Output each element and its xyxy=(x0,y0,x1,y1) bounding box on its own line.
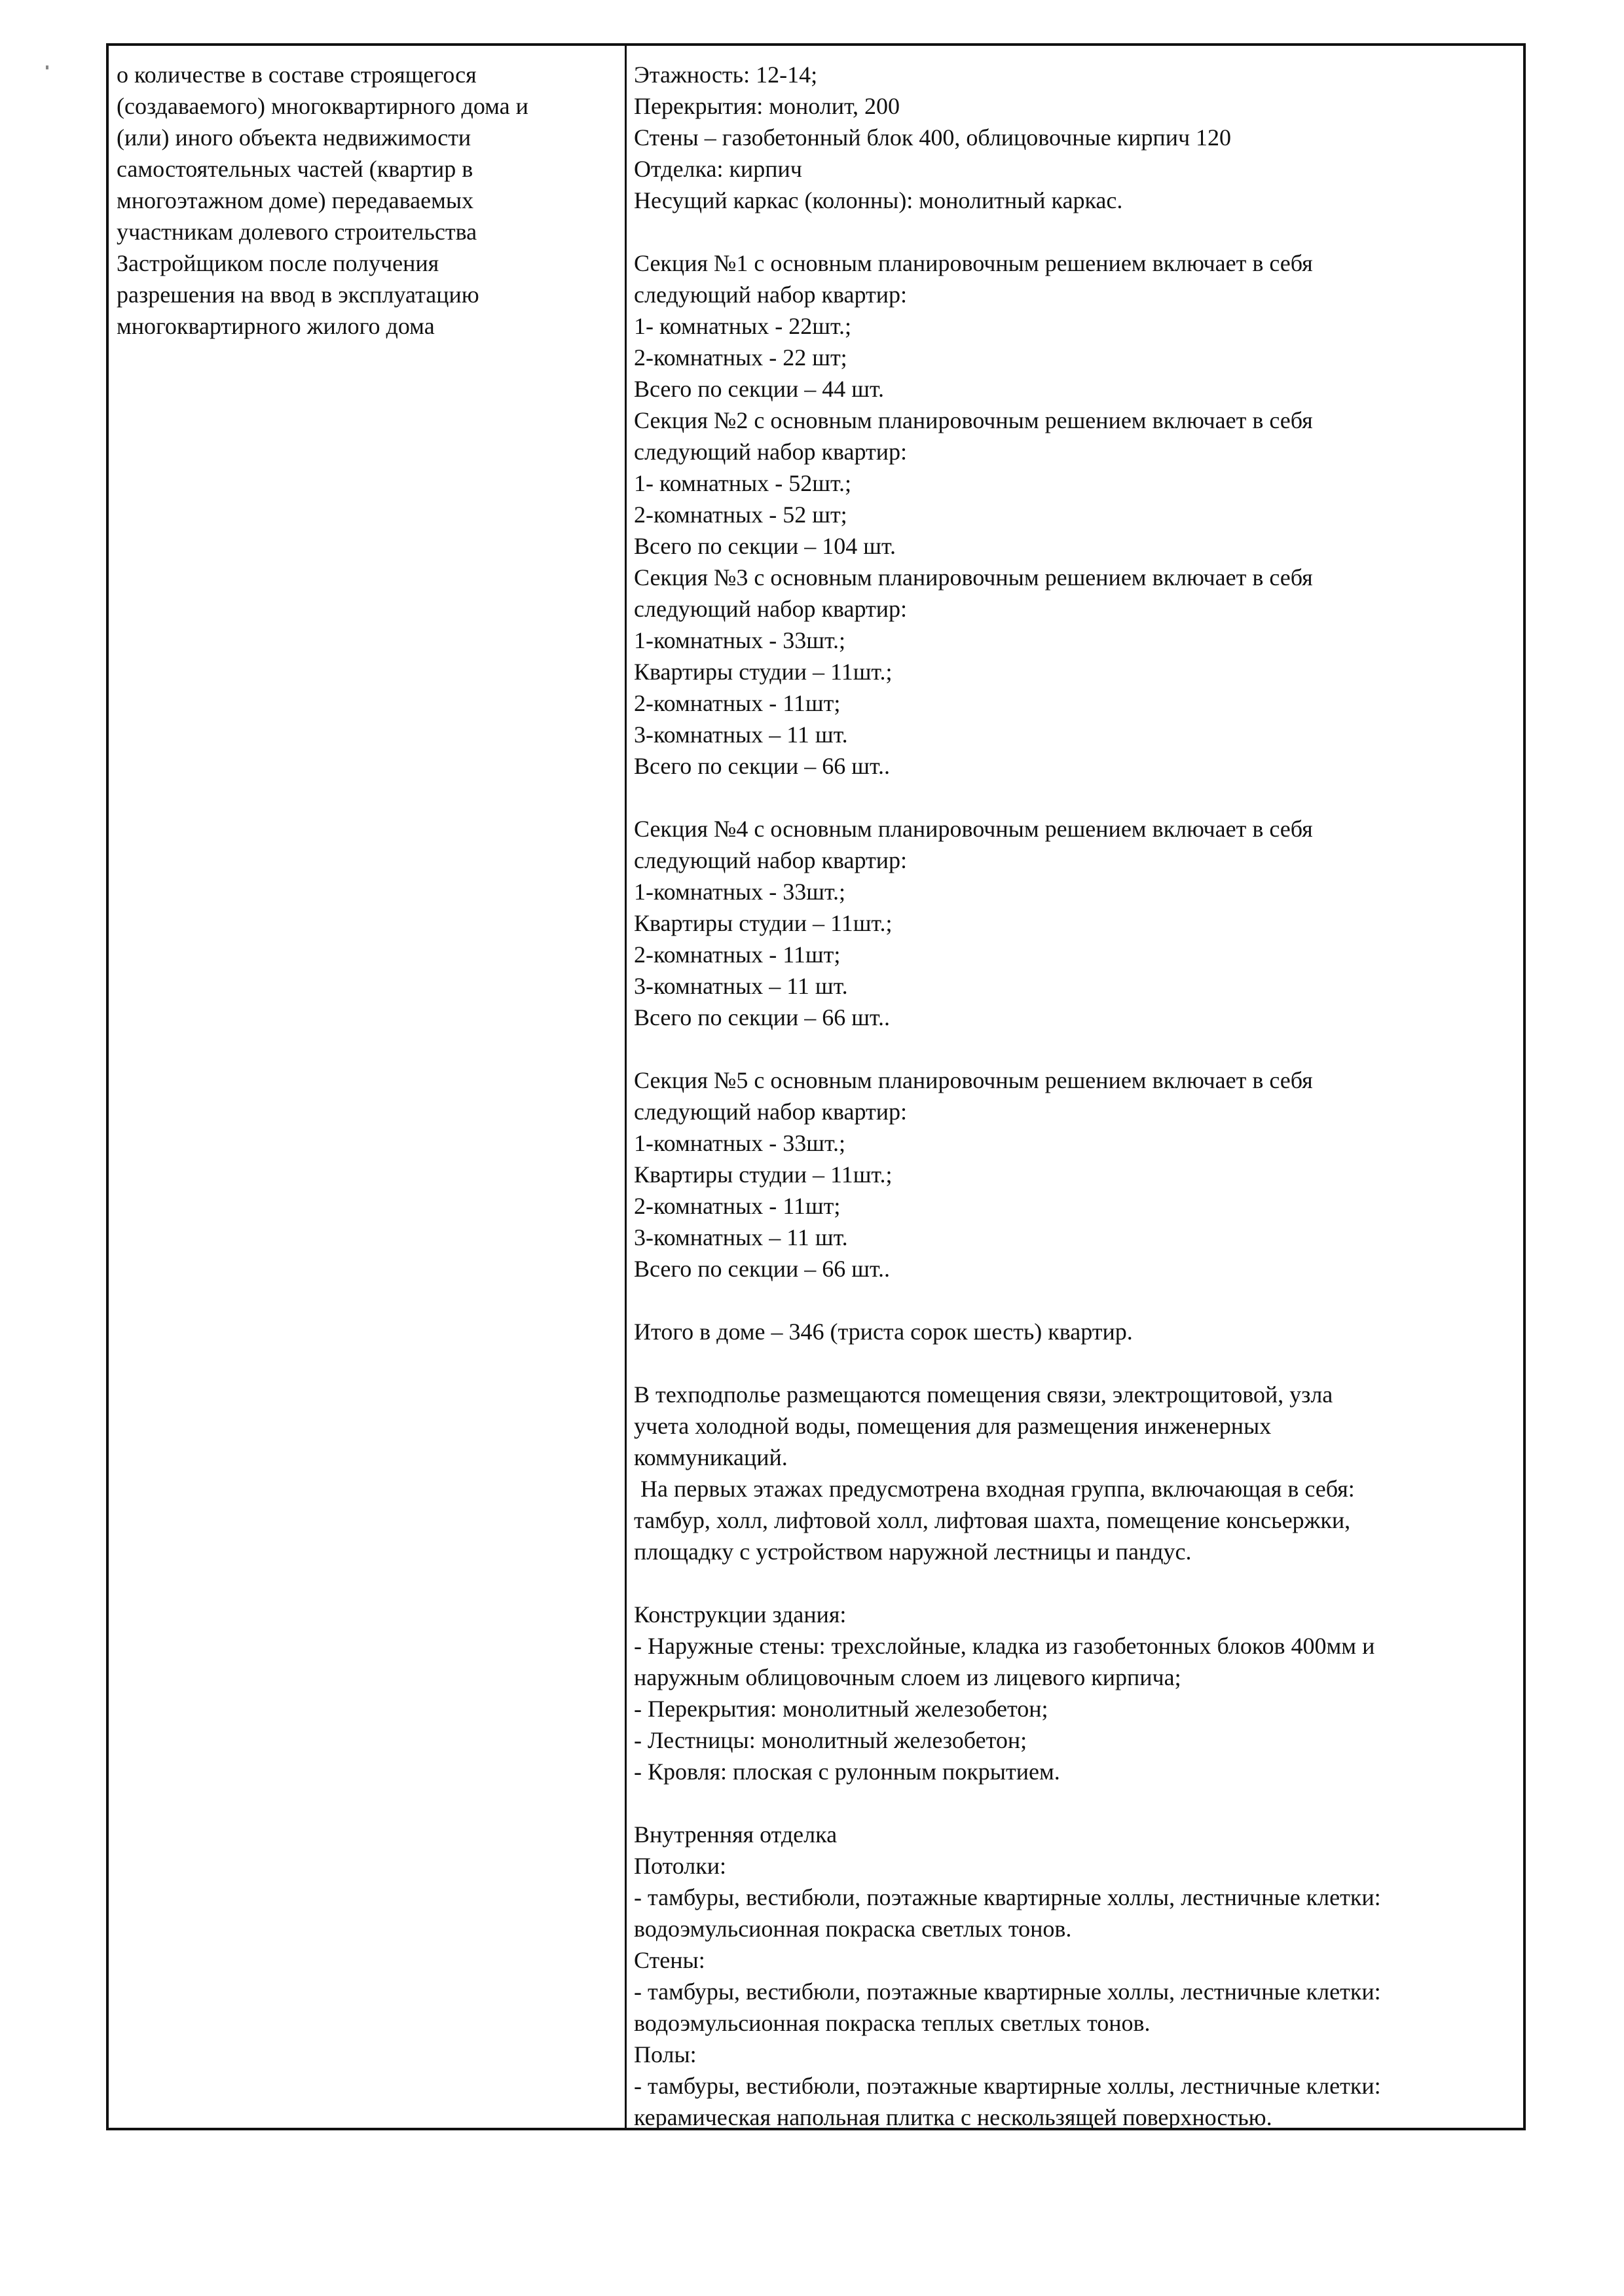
text-line: учета холодной воды, помещения для размещения инженерных xyxy=(634,1413,1272,1439)
text-line: следующий набор квартир: xyxy=(634,439,907,465)
text-line: Потолки: xyxy=(634,1853,727,1879)
text-line: Всего по секции – 66 шт.. xyxy=(634,1004,890,1030)
left-line: участникам долевого строительства xyxy=(117,219,477,245)
text-line: Внутренняя отделка xyxy=(634,1821,838,1848)
section-2 xyxy=(634,405,1518,562)
text-line: следующий набор квартир: xyxy=(634,1099,907,1125)
text-line: Всего по секции – 104 шт. xyxy=(634,533,896,559)
text-line: 2-комнатных - 11шт; xyxy=(634,941,841,968)
text-line: Квартиры студии – 11шт.; xyxy=(634,659,893,685)
text-line: 1-комнатных - 33шт.; xyxy=(634,1130,845,1156)
text-line: коммуникаций. xyxy=(634,1444,788,1470)
text-line: - Лестницы: монолитный железобетон; xyxy=(634,1727,1027,1753)
text-line: Секция №2 с основным планировочным решением включает в себя xyxy=(634,407,1313,433)
section-3 xyxy=(634,562,1518,782)
text-line: следующий набор квартир: xyxy=(634,847,907,873)
text-line: 2-комнатных - 52 шт; xyxy=(634,501,847,528)
text-line: - Кровля: плоская с рулонным покрытием. xyxy=(634,1758,1060,1785)
text-line: - тамбуры, вестибюли, поэтажные квартирные холлы, лестничные клетки: xyxy=(634,1884,1381,1910)
text-line: В техподполье размещаются помещения связи, электрощитовой, узла xyxy=(634,1381,1333,1408)
scan-speck xyxy=(46,65,48,69)
text-line: Квартиры студии – 11шт.; xyxy=(634,910,893,936)
text-line: Полы: xyxy=(634,2041,697,2068)
text-line: 1-комнатных - 33шт.; xyxy=(634,879,845,905)
text-line: - тамбуры, вестибюли, поэтажные квартирные холлы, лестничные клетки: xyxy=(634,2073,1381,2099)
text-line: наружным облицовочным слоем из лицевого кирпича; xyxy=(634,1664,1181,1690)
text-line: 1- комнатных - 22шт.; xyxy=(634,313,851,339)
text-line: водоэмульсионная покраска светлых тонов. xyxy=(634,1916,1072,1942)
text-line: следующий набор квартир: xyxy=(634,596,907,622)
text-line: 3-комнатных – 11 шт. xyxy=(634,973,848,999)
building-structures xyxy=(634,1599,1518,1787)
text-line: 2-комнатных - 22 шт; xyxy=(634,344,847,371)
text-line: водоэмульсионная покраска теплых светлых тонов. xyxy=(634,2010,1151,2036)
basement-description xyxy=(634,1379,1518,1473)
left-line: о количестве в составе строящегося xyxy=(117,62,477,88)
section-5 xyxy=(634,1065,1518,1285)
right-cell-details xyxy=(634,59,1518,2133)
total-apartments: Итого в доме – 346 (триста сорок шесть) квартир. xyxy=(634,1319,1133,1345)
text-line: Всего по секции – 66 шт.. xyxy=(634,1256,890,1282)
text-line: Стены – газобетонный блок 400, облицовочные кирпич 120 xyxy=(634,124,1232,151)
left-line: Застройщиком после получения xyxy=(117,250,439,276)
text-line: На первых этажах предусмотрена входная группа, включающая в себя: xyxy=(640,1476,1355,1502)
text-line: 2-комнатных - 11шт; xyxy=(634,1193,841,1219)
text-line: - Наружные стены: трехслойные, кладка из газобетонных блоков 400мм и xyxy=(634,1633,1375,1659)
text-line: Этажность: 12-14; xyxy=(634,62,818,88)
entrance-description xyxy=(634,1473,1518,1567)
left-line: многоквартирного жилого дома xyxy=(117,313,435,339)
left-line: (создаваемого) многоквартирного дома и xyxy=(117,93,528,119)
section-4 xyxy=(634,813,1518,1033)
text-line: Секция №1 с основным планировочным решением включает в себя xyxy=(634,250,1313,276)
document-table xyxy=(106,43,1526,2130)
text-line: Всего по секции – 44 шт. xyxy=(634,376,884,402)
text-line: Отделка: кирпич xyxy=(634,156,802,182)
text-line: Секция №5 с основным планировочным решением включает в себя xyxy=(634,1067,1313,1093)
text-line: Секция №3 с основным планировочным решением включает в себя xyxy=(634,564,1313,591)
left-line: многоэтажном доме) передаваемых xyxy=(117,187,474,213)
text-line: Перекрытия: монолит, 200 xyxy=(634,93,900,119)
text-line: 1- комнатных - 52шт.; xyxy=(634,470,851,496)
left-line: (или) иного объекта недвижимости xyxy=(117,124,471,151)
section-1 xyxy=(634,247,1518,405)
text-line: Всего по секции – 66 шт.. xyxy=(634,753,890,779)
left-line: разрешения на ввод в эксплуатацию xyxy=(117,282,479,308)
text-line: - Перекрытия: монолитный железобетон; xyxy=(634,1696,1048,1722)
text-line: Квартиры студии – 11шт.; xyxy=(634,1161,893,1188)
column-divider xyxy=(625,46,627,2128)
text-line: 3-комнатных – 11 шт. xyxy=(634,721,848,748)
text-line: 3-комнатных – 11 шт. xyxy=(634,1224,848,1250)
text-line: Несущий каркас (колонны): монолитный каркас. xyxy=(634,187,1123,213)
text-line: следующий набор квартир: xyxy=(634,282,907,308)
text-line: Стены: xyxy=(634,1947,705,1973)
text-line: Секция №4 с основным планировочным решением включает в себя xyxy=(634,816,1313,842)
text-line: 2-комнатных - 11шт; xyxy=(634,690,841,716)
text-line: Конструкции здания: xyxy=(634,1601,847,1628)
text-line: 1-комнатных - 33шт.; xyxy=(634,627,845,653)
text-line: - тамбуры, вестибюли, поэтажные квартирные холлы, лестничные клетки: xyxy=(634,1978,1381,2005)
text-line: площадку с устройством наружной лестницы и пандус. xyxy=(634,1539,1192,1565)
left-line: самостоятельных частей (квартир в xyxy=(117,156,473,182)
building-parameters xyxy=(634,59,1518,216)
text-line: тамбур, холл, лифтовой холл, лифтовая шахта, помещение консьержки, xyxy=(634,1507,1351,1533)
text-line: керамическая напольная плитка с нескользящей поверхностью. xyxy=(634,2104,1272,2130)
left-cell-description xyxy=(117,59,614,342)
interior-finishing xyxy=(634,1819,1518,2133)
